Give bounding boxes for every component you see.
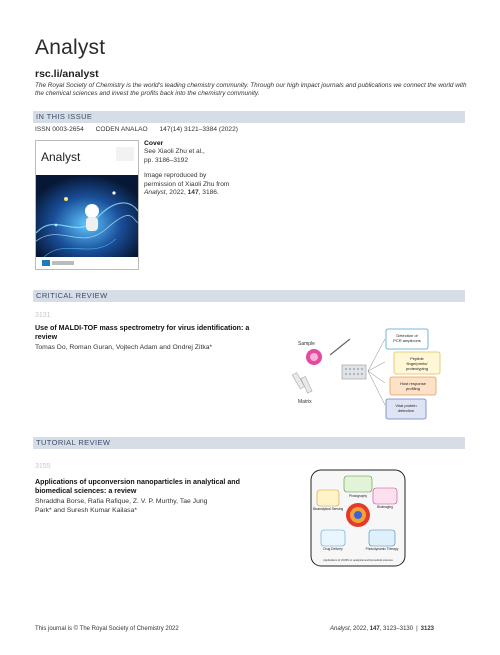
journal-description: The Royal Society of Chemistry is the world's leading chemistry community. Through our high impact journals and publications we connect the world with the chemical sciences and invest the profits back into the chemistry community.	[35, 82, 467, 98]
tutorial-review-title[interactable]: Applications of upconversion nanoparticles in analytical and biomedical sciences: a review	[35, 478, 240, 495]
fig-label-pdt: Photodynamic Therapy	[365, 547, 399, 551]
pipette-icon	[330, 339, 350, 355]
footer-page-number: 3123	[420, 626, 435, 632]
fig-label-bioimaging: Bioimaging	[377, 505, 393, 509]
cover-image[interactable]	[35, 140, 139, 270]
journal-url[interactable]: rsc.li/analyst	[35, 68, 99, 80]
fig-matrix-label: Matrix	[298, 399, 312, 405]
svg-text:Viral proteindetection: Viral protein detection	[395, 403, 417, 413]
footer-citation: Analyst, 2022, 147, 3123–3130 | 3123	[330, 626, 435, 632]
coden: CODEN ANALAO	[95, 126, 148, 133]
cover-title: Cover	[144, 140, 164, 147]
cover-see-line[interactable]: See Xiaoli Zhu et al.,	[144, 148, 205, 156]
section-in-this-issue: IN THIS ISSUE	[33, 111, 465, 123]
critical-review-figure	[290, 325, 460, 423]
tutorial-review-page: 3155	[35, 463, 51, 470]
fig-label-photography: Photography	[348, 494, 368, 498]
cover-info	[144, 140, 264, 197]
footer-copyright: This journal is © The Royal Society of Chemistry 2022	[35, 626, 179, 632]
section-critical-review: CRITICAL REVIEW	[33, 290, 465, 302]
target-plate-icon	[342, 365, 366, 379]
svg-text:Host responseprofiling: Host response profiling	[400, 381, 426, 391]
cover-credit-3: Analyst, 2022, 147, 3186.	[144, 189, 219, 197]
issn: ISSN 0003-2654	[35, 126, 84, 133]
fig-label-sensing: Bioanalytical Sensing	[312, 507, 344, 511]
fig-label-drug: Drug Delivery	[323, 547, 343, 551]
critical-review-page: 3131	[35, 312, 51, 319]
fig-sample-label: Sample	[298, 341, 315, 347]
tutorial-review-figure	[309, 468, 407, 568]
fig-caption: Applications of UCNPs in analytical and biomedical sciences	[323, 559, 393, 562]
cover-art	[36, 141, 138, 269]
svg-text:Peptidefingerprints/proteotypi: Peptide fingerprints/ proteotyping	[405, 356, 429, 371]
tutorial-review-authors: Shraddha Borse, Rafia Rafique, Z. V. P. Murthy, Tae Jung Park* and Suresh Kumar Kailasa*	[35, 498, 208, 514]
cover-credit-1: Image reproduced by	[144, 172, 207, 180]
critical-review-title[interactable]: Use of MALDI-TOF mass spectrometry for virus identification: a review	[35, 324, 250, 341]
cover-pages: pp. 3186–3192	[144, 156, 189, 164]
svg-text:Detection ofPCR amplicons: Detection of PCR amplicons	[393, 333, 421, 343]
cover-thumbnail-title: Analyst	[41, 150, 81, 164]
critical-review-authors: Tomas Do, Roman Guran, Vojtech Adam and Ondrej Zitka*	[35, 344, 213, 351]
volume-info: 147(14) 3121–3384 (2022)	[159, 126, 238, 133]
journal-title: Analyst	[35, 36, 106, 59]
issn-line	[35, 126, 248, 133]
cover-credit-2: permission of Xiaoli Zhu from	[144, 180, 230, 188]
section-tutorial-review: TUTORIAL REVIEW	[33, 437, 465, 449]
